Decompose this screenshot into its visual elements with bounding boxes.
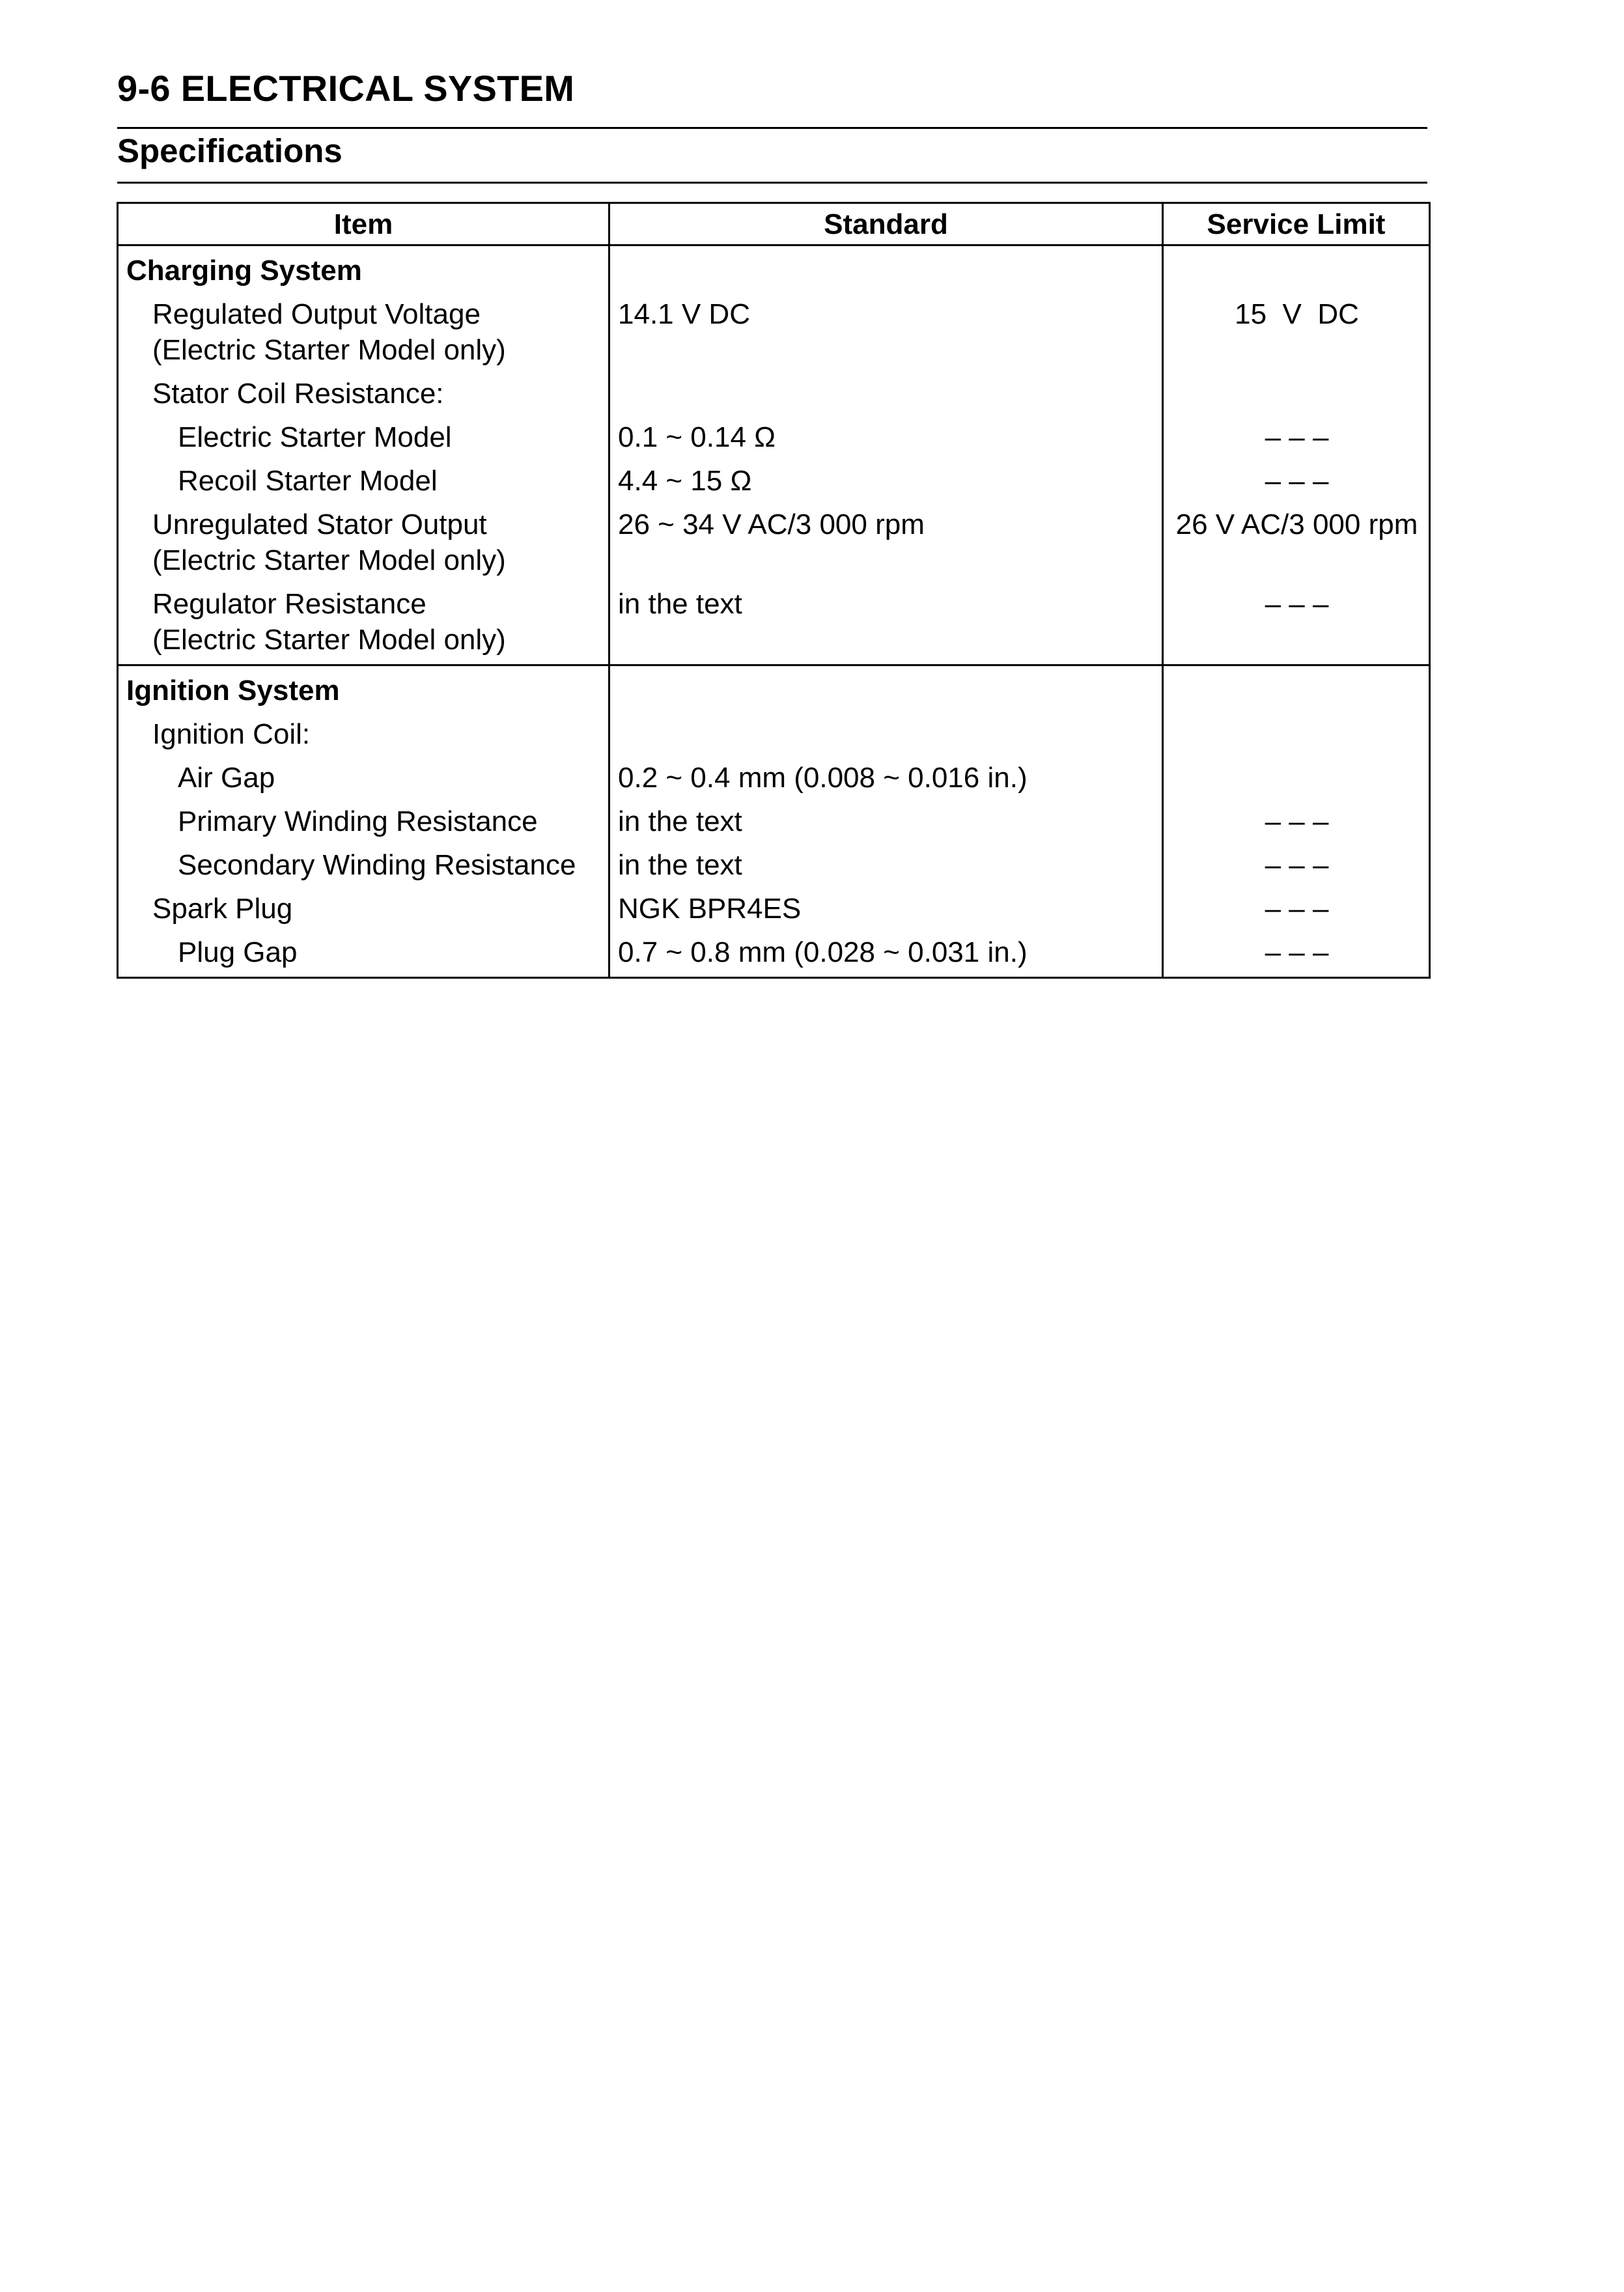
title-rule [117,127,1427,129]
table-row [118,887,1430,930]
limit-cell: 26 V AC/3 000 rpm [1163,503,1430,582]
table-row [118,582,1430,665]
ignition-system-group [118,665,1430,978]
item-cell: Regulator Resistance (Electric Starter Model only) [118,582,609,665]
table-row [118,292,1430,372]
charging-system-group [118,245,1430,665]
limit-cell: – – – [1163,415,1430,459]
standard-cell: NGK BPR4ES [609,887,1163,930]
item-cell: Stator Coil Resistance: [118,372,609,415]
group-title: Ignition System [118,665,609,713]
limit-cell [1163,372,1430,415]
item-cell: Spark Plug [118,887,609,930]
limit-cell: 15 V DC [1163,292,1430,372]
group-header-row [118,245,1430,293]
standard-cell: 26 ~ 34 V AC/3 000 rpm [609,503,1163,582]
limit-cell: – – – [1163,843,1430,887]
table-row [118,459,1430,503]
table-row [118,930,1430,978]
standard-cell: 4.4 ~ 15 Ω [609,459,1163,503]
table-row [118,415,1430,459]
column-header-service-limit: Service Limit [1163,203,1430,245]
limit-cell [1163,712,1430,756]
standard-cell: 0.2 ~ 0.4 mm (0.008 ~ 0.016 in.) [609,756,1163,800]
group-title: Charging System [118,245,609,293]
section-rule [117,182,1427,184]
item-cell: Electric Starter Model [118,415,609,459]
standard-cell: in the text [609,843,1163,887]
table-row [118,712,1430,756]
standard-cell: in the text [609,800,1163,843]
table-row [118,372,1430,415]
standard-cell: 0.1 ~ 0.14 Ω [609,415,1163,459]
limit-cell: – – – [1163,459,1430,503]
item-cell: Regulated Output Voltage (Electric Starter Model only) [118,292,609,372]
table-row [118,843,1430,887]
specifications-table [117,202,1431,979]
item-cell: Plug Gap [118,930,609,978]
standard-cell [609,372,1163,415]
standard-cell [609,712,1163,756]
limit-cell: – – – [1163,887,1430,930]
limit-cell: – – – [1163,930,1430,978]
item-cell: Secondary Winding Resistance [118,843,609,887]
item-cell: Recoil Starter Model [118,459,609,503]
table-header-row [118,203,1430,245]
item-cell: Unregulated Stator Output (Electric Starter Model only) [118,503,609,582]
item-cell: Primary Winding Resistance [118,800,609,843]
limit-cell: – – – [1163,582,1430,665]
limit-cell [1163,756,1430,800]
column-header-standard: Standard [609,203,1163,245]
item-cell: Ignition Coil: [118,712,609,756]
page-title: 9-6 ELECTRICAL SYSTEM [117,68,575,109]
standard-cell: 14.1 V DC [609,292,1163,372]
section-title: Specifications [117,132,343,169]
item-cell: Air Gap [118,756,609,800]
group-header-row [118,665,1430,713]
table-row [118,503,1430,582]
table-row [118,756,1430,800]
limit-cell: – – – [1163,800,1430,843]
table-row [118,800,1430,843]
standard-cell: 0.7 ~ 0.8 mm (0.028 ~ 0.031 in.) [609,930,1163,978]
standard-cell: in the text [609,582,1163,665]
column-header-item: Item [118,203,609,245]
